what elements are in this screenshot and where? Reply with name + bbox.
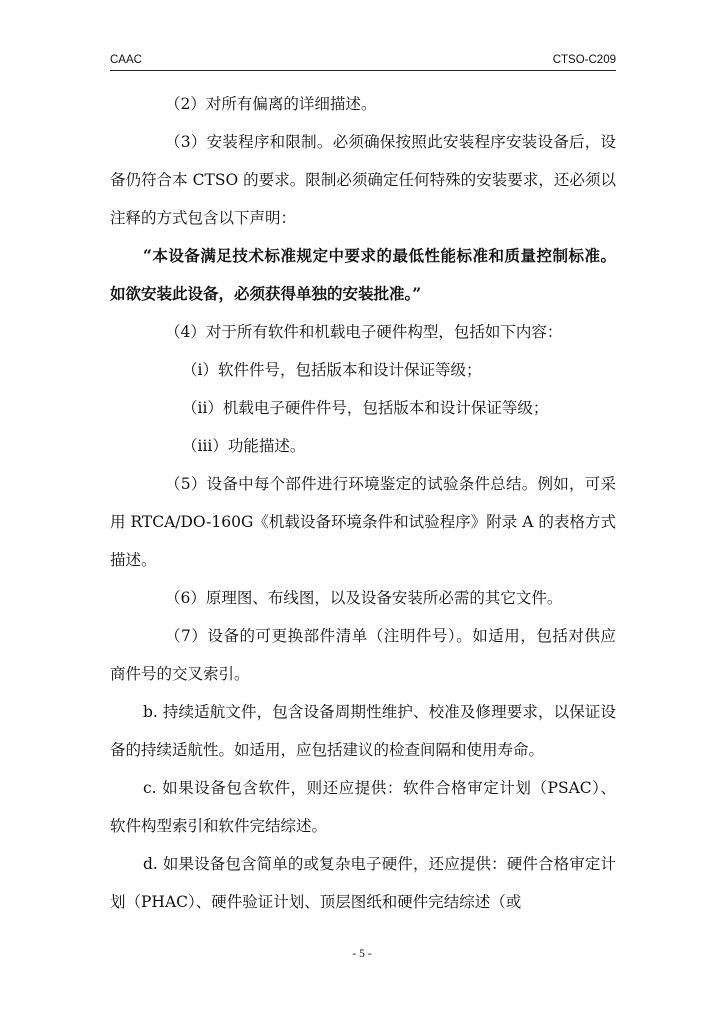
- paragraph-item-4: （4）对于所有软件和机载电子硬件构型，包括如下内容：: [165, 323, 563, 341]
- paragraph-item-5: （5）设备中每个部件进行环境鉴定的试验条件总结。例如，可采用 RTCA/DO-160G《机载设备环境条件和试验程序》附录 A 的表格方式描述。: [110, 475, 616, 569]
- installation-statement: “本设备满足技术标准规定中要求的最低性能标准和质量控制标准。如欲安装此设备，必须获得单独的安装批准。”: [110, 246, 616, 303]
- paragraph-item-3: （3）安装程序和限制。必须确保按照此安装程序安装设备后，设备仍符合本 CTSO 的要求。限制必须确定任何特殊的安装要求，还必须以注释的方式包含以下声明：: [110, 133, 616, 227]
- page-number: - 5 -: [352, 948, 372, 960]
- paragraph-b: b. 持续适航文件，包含设备周期性维护、校准及修理要求，以保证设备的持续适航性。如适用，应包括建议的检查间隔和使用寿命。: [110, 703, 616, 759]
- header-doc-id: CTSO-C209: [552, 54, 616, 66]
- paragraph-item-2: （2）对所有偏离的详细描述。: [165, 95, 377, 113]
- paragraph-item-6: （6）原理图、布线图，以及设备安装所必需的其它文件。: [165, 589, 563, 607]
- sub-item-ii: （ii）机载电子硬件件号，包括版本和设计保证等级；: [182, 399, 549, 417]
- paragraph-c: c. 如果设备包含软件，则还应提供：软件合格审定计划（PSAC）、软件构型索引和软件完结综述。: [110, 779, 616, 835]
- page-header: [110, 50, 616, 71]
- header-org: CAAC: [110, 54, 142, 66]
- paragraph-item-7: （7）设备的可更换部件清单（注明件号）。如适用，包括对供应商件号的交叉索引。: [110, 627, 616, 683]
- sub-item-iii: （iii）功能描述。: [182, 437, 306, 455]
- sub-item-i: （i）软件件号，包括版本和设计保证等级；: [182, 361, 482, 379]
- paragraph-d: d. 如果设备包含简单的或复杂电子硬件，还应提供：硬件合格审定计划（PHAC）、硬件验证计划、顶层图纸和硬件完结综述（或: [110, 855, 616, 911]
- document-body: [110, 85, 616, 921]
